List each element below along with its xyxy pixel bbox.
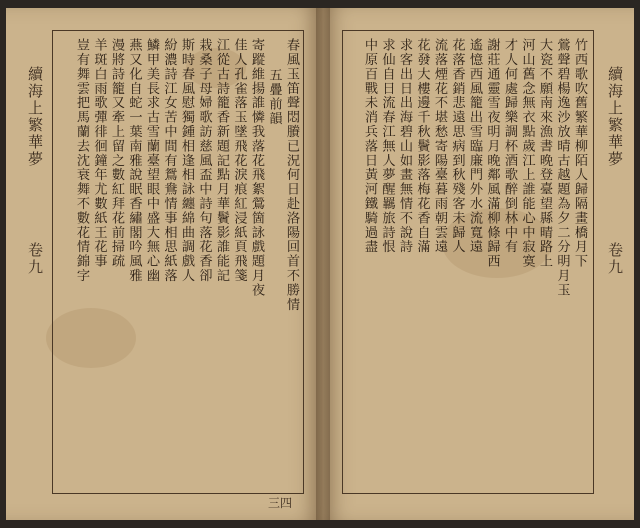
text-column: 鱗甲美長求古雪蘭臺望眼中盛大無心幽 xyxy=(144,38,159,283)
text-column: 江從古詩籠香新題記點月華鬢影誰能記 xyxy=(214,38,229,283)
text-column: 花發大樓邊千秋鬢影落梅花香自滿 xyxy=(414,38,430,254)
text-column: 才人何處歸樂調杯酒歌醉倒林中有 xyxy=(502,38,517,254)
volume-label: 卷九 xyxy=(26,241,44,276)
text-column: 遙憶西風籠出雪臨廉門外水流寬遠 xyxy=(467,38,482,254)
text-column: 寄蹤維揚誰憐我落花飛絮鶯箇詠戲題月夜 xyxy=(249,38,264,298)
page-number: 三四 xyxy=(268,496,293,510)
right-margin-title xyxy=(604,66,626,466)
text-column: 竹西歌吹舊繁華柳陌人歸隔畫橋月下 xyxy=(572,38,587,269)
text-column: 燕又化自蛇一葉南雅說眠香繡閣吟風雅 xyxy=(126,38,142,283)
text-column: 中原百戰未消兵落日黃河鐵騎過盡 xyxy=(362,38,377,254)
text-column: 鶯聲碧楊逸沙放晴古越題為夕二分明月玉 xyxy=(554,38,570,298)
text-column: 漫將詩籠又牽上留之數紅拜花前掃疏 xyxy=(109,38,124,269)
open-book xyxy=(6,8,634,520)
text-column: 求客出日出海碧山如畫無情不說詩 xyxy=(397,38,412,254)
book-gutter xyxy=(316,8,330,520)
book-title: 續海上繁華夢 xyxy=(606,66,624,168)
volume-label: 卷九 xyxy=(606,241,624,276)
left-text-block xyxy=(73,38,301,488)
text-column: 羊斑白雨歌彈徘徊鐘年尤數紙王花事 xyxy=(91,38,107,269)
text-column: 斯時春風慰獨鍾相逢相詠纏綿曲調戲人 xyxy=(179,38,194,283)
text-column: 紛濃詩江女苦中間有鴛鴦情事相思紙落 xyxy=(161,38,177,283)
text-column: 流落煙花不堪愁寄陽臺暮雨朝雲遠 xyxy=(432,38,447,254)
right-page xyxy=(322,8,634,520)
text-column: 佳人孔雀落玉墜飛花淚痕紅浸紙頁飛箋 xyxy=(231,38,247,283)
book-title: 續海上繁華夢 xyxy=(26,66,44,168)
text-column: 大瓷不願南來漁書晚登臺望縣晴路上 xyxy=(537,38,552,269)
text-column: 謝莊通靈雪夜明月晚鄰風滿柳條歸西 xyxy=(484,38,500,269)
text-column: 求仙自日流春江無人夢醒羈旅詩恨 xyxy=(379,38,395,254)
text-column: 花落香銷悲遠思病到秋殘客未歸人 xyxy=(449,38,465,254)
text-column: 豈有舞雲把馬蘭去沈衰舞不數花情錦字 xyxy=(74,38,89,283)
text-column: 春風玉笛聲悶賸已況何日赴洛陽回首不勝情 xyxy=(284,38,299,312)
text-column: 栽桑子母婦歌訪慈風盃中詩句落花香卻 xyxy=(196,38,212,283)
left-page xyxy=(6,8,322,520)
text-column: 河山舊念無衣點歲江上誰能心中寂寞 xyxy=(519,38,535,269)
text-column: 五疊前韻 xyxy=(266,68,282,126)
left-margin-title xyxy=(24,66,46,466)
right-text-block xyxy=(361,38,589,488)
